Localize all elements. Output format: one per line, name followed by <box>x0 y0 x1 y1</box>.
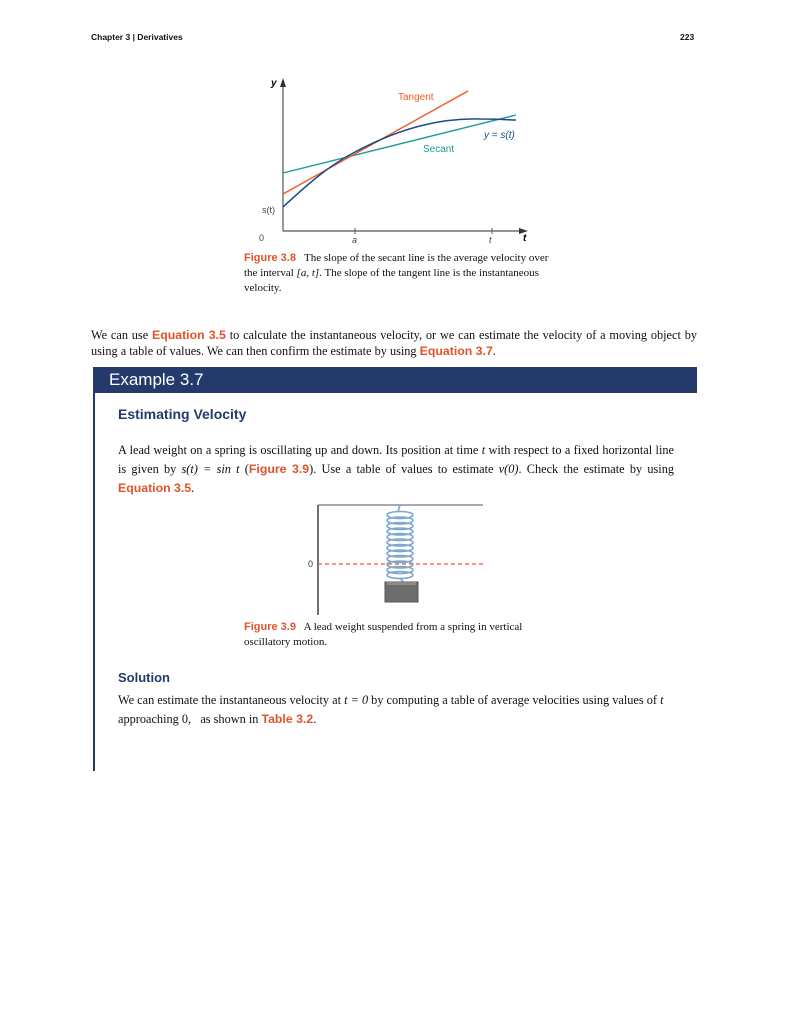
origin-label: 0 <box>259 233 265 243</box>
example-banner: Example 3.7 <box>93 367 697 393</box>
intro-paragraph <box>91 327 697 359</box>
example-left-border <box>93 393 95 771</box>
curve-label: y = s(t) <box>484 130 515 141</box>
position-curve <box>283 119 516 207</box>
text: approaching <box>118 712 182 726</box>
caption-interval: [a, t] <box>296 267 320 279</box>
y-axis-arrow-icon <box>280 78 286 87</box>
formula: 0, <box>181 712 192 726</box>
page-number: 223 <box>680 32 695 42</box>
figure-3-8-label: Figure 3.8 <box>244 252 296 264</box>
solution-paragraph <box>118 691 678 729</box>
text: as shown in <box>197 712 262 726</box>
a-label: a <box>352 235 358 245</box>
spring-coil-icon <box>387 505 413 583</box>
equation-3-7-link[interactable]: Equation 3.7 <box>419 344 493 358</box>
var: t <box>481 443 486 457</box>
example-paragraph <box>118 441 674 498</box>
text: ( <box>239 462 249 476</box>
solution-heading: Solution <box>118 670 170 685</box>
text: . <box>492 344 496 358</box>
caption-text: The slope of the secant line is the average velocity over the interval <box>244 252 549 279</box>
text: to calculate the instantaneous velocity, or we can estimate the velocity of a moving object by using a table of values. We can then confirm the estimate by using <box>91 328 697 358</box>
example-heading: Estimating Velocity <box>118 406 247 422</box>
text: . <box>191 481 195 495</box>
text: ). Use a table of values to estimate <box>309 462 499 476</box>
formula: v(0) <box>498 462 519 476</box>
caption-text: A lead weight suspended from a spring in vertical oscillatory motion. <box>244 621 523 648</box>
equation-3-5-link[interactable]: Equation 3.5 <box>118 481 192 495</box>
text: We can estimate the instantaneous velocity at <box>118 693 345 707</box>
text: We can use <box>91 328 153 342</box>
secant-label: Secant <box>423 144 455 155</box>
tangent-label: Tangent <box>398 92 434 103</box>
text: . <box>313 712 317 726</box>
text: with respect to a fixed horizontal line is given by <box>118 443 674 476</box>
text: A lead weight on a spring is oscillating up and down. Its position at time <box>118 443 482 457</box>
formula: t = 0 <box>344 693 369 707</box>
figure-3-9-label: Figure 3.9 <box>244 621 296 633</box>
figure-3-8-caption <box>244 251 564 296</box>
s-t-label: s(t) <box>262 205 275 215</box>
chapter-header: Chapter 3 | Derivatives <box>91 32 183 42</box>
table-3-2-link[interactable]: Table 3.2 <box>261 712 314 726</box>
text: . Check the estimate by using <box>518 462 674 476</box>
x-axis-label: t <box>523 233 527 244</box>
figure-3-9-link[interactable]: Figure 3.9 <box>248 462 310 476</box>
t-label: t <box>489 235 492 245</box>
text: by computing a table of average velocities using values of <box>368 693 661 707</box>
formula: s(t) = sin t <box>181 462 240 476</box>
secant-line <box>283 115 516 173</box>
weight-top <box>387 582 416 585</box>
figure-3-9-caption <box>244 620 554 650</box>
y-axis-label: y <box>271 78 277 89</box>
figure-3-9-spring <box>300 500 500 620</box>
equation-3-5-link[interactable]: Equation 3.5 <box>152 328 226 342</box>
var: t <box>660 693 664 707</box>
caption-text-2: . The slope of the tangent line is the instantaneous velocity. <box>244 267 539 294</box>
zero-label: 0 <box>308 559 314 569</box>
